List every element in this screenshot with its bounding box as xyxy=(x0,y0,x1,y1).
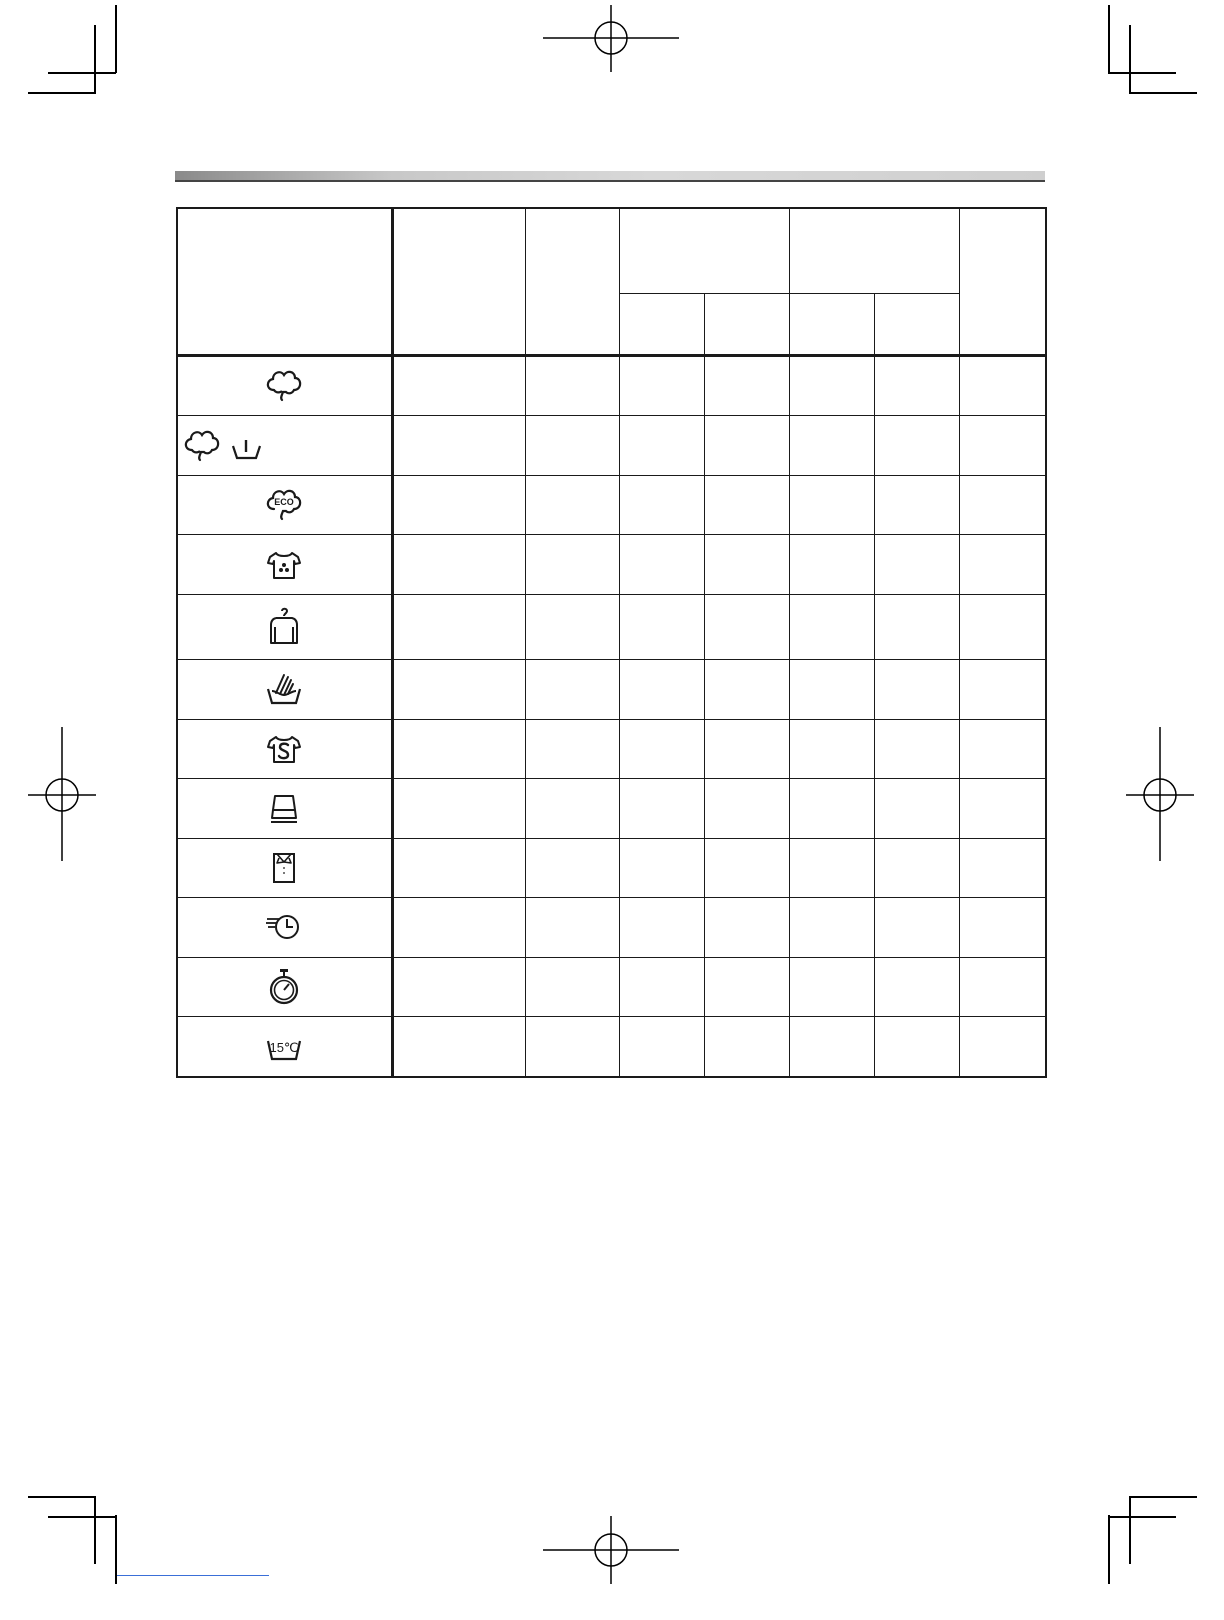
section-header-bar xyxy=(175,171,1045,182)
table-row xyxy=(177,475,1046,535)
crop-mark-bottom-right-v2 xyxy=(1129,1496,1131,1564)
program-cell xyxy=(177,594,392,659)
quick-clock-icon xyxy=(262,907,306,947)
table-row xyxy=(177,355,1046,416)
stopwatch-icon xyxy=(262,967,306,1007)
registration-mark-left xyxy=(0,727,140,867)
header-sub-3 xyxy=(789,293,874,355)
crop-mark-bottom-left-v xyxy=(115,1515,117,1584)
header-col-last xyxy=(959,208,1046,355)
header-col-3 xyxy=(525,208,619,355)
table-row xyxy=(177,416,1046,476)
bedding-icon xyxy=(262,788,306,828)
crop-mark-bottom-left-h2 xyxy=(28,1496,96,1498)
table-row xyxy=(177,660,1046,720)
program-cell xyxy=(177,1017,392,1077)
crop-mark-top-left-h2 xyxy=(28,92,96,94)
synthetic-hanger-icon xyxy=(262,605,306,649)
program-cell xyxy=(177,475,392,535)
cotton-icon xyxy=(262,366,306,406)
program-cell xyxy=(177,957,392,1017)
table-row xyxy=(177,957,1046,1017)
table-row xyxy=(177,719,1046,779)
crop-mark-bottom-left-v2 xyxy=(94,1496,96,1564)
eco-label: ECO xyxy=(274,497,295,508)
program-table xyxy=(176,207,1047,1078)
crop-mark-top-right-v2 xyxy=(1129,25,1131,93)
shirt-collar-icon xyxy=(262,848,306,888)
registration-mark-right xyxy=(1090,727,1224,867)
crop-mark-bottom-right-h2 xyxy=(1129,1496,1197,1498)
header-group-1 xyxy=(619,208,789,293)
mixed-shirt-icon xyxy=(262,545,306,585)
header-program xyxy=(177,208,392,355)
program-cell xyxy=(177,416,392,476)
program-cell xyxy=(177,355,392,416)
table-row xyxy=(177,838,1046,898)
registration-mark-bottom xyxy=(541,1480,681,1620)
crop-mark-bottom-right-h xyxy=(1108,1516,1176,1518)
program-cell xyxy=(177,898,392,958)
table-row xyxy=(177,594,1046,659)
cold-15c-label: 15℃ xyxy=(269,1039,299,1055)
header-sub-1 xyxy=(619,293,704,355)
crop-mark-top-right-h xyxy=(1108,72,1176,74)
program-cell xyxy=(177,660,392,720)
crop-mark-top-left-v xyxy=(115,5,117,73)
footer-link-underline xyxy=(117,1575,269,1576)
program-cell xyxy=(177,779,392,839)
header-sub-4 xyxy=(874,293,959,355)
crop-mark-bottom-right-v xyxy=(1108,1515,1110,1584)
program-cell xyxy=(177,719,392,779)
program-cell xyxy=(177,535,392,595)
crop-mark-top-right-v xyxy=(1108,5,1110,73)
header-col-2 xyxy=(392,208,525,355)
crop-mark-top-left-h xyxy=(48,72,116,74)
sport-shirt-icon xyxy=(262,729,306,769)
table-row xyxy=(177,535,1046,595)
registration-mark-top xyxy=(541,0,681,140)
header-sub-2 xyxy=(704,293,789,355)
crop-mark-top-left-v2 xyxy=(94,25,96,93)
cotton-prewash-icon xyxy=(182,426,266,466)
eco-cotton-icon xyxy=(262,485,306,525)
table-row xyxy=(177,779,1046,839)
crop-mark-bottom-left-h xyxy=(48,1516,116,1518)
table-row xyxy=(177,898,1046,958)
header-group-2 xyxy=(789,208,959,293)
program-cell xyxy=(177,838,392,898)
cold-15c-icon xyxy=(262,1027,306,1067)
handwash-icon xyxy=(262,669,306,709)
table-row xyxy=(177,1017,1046,1077)
crop-mark-top-right-h2 xyxy=(1129,92,1197,94)
